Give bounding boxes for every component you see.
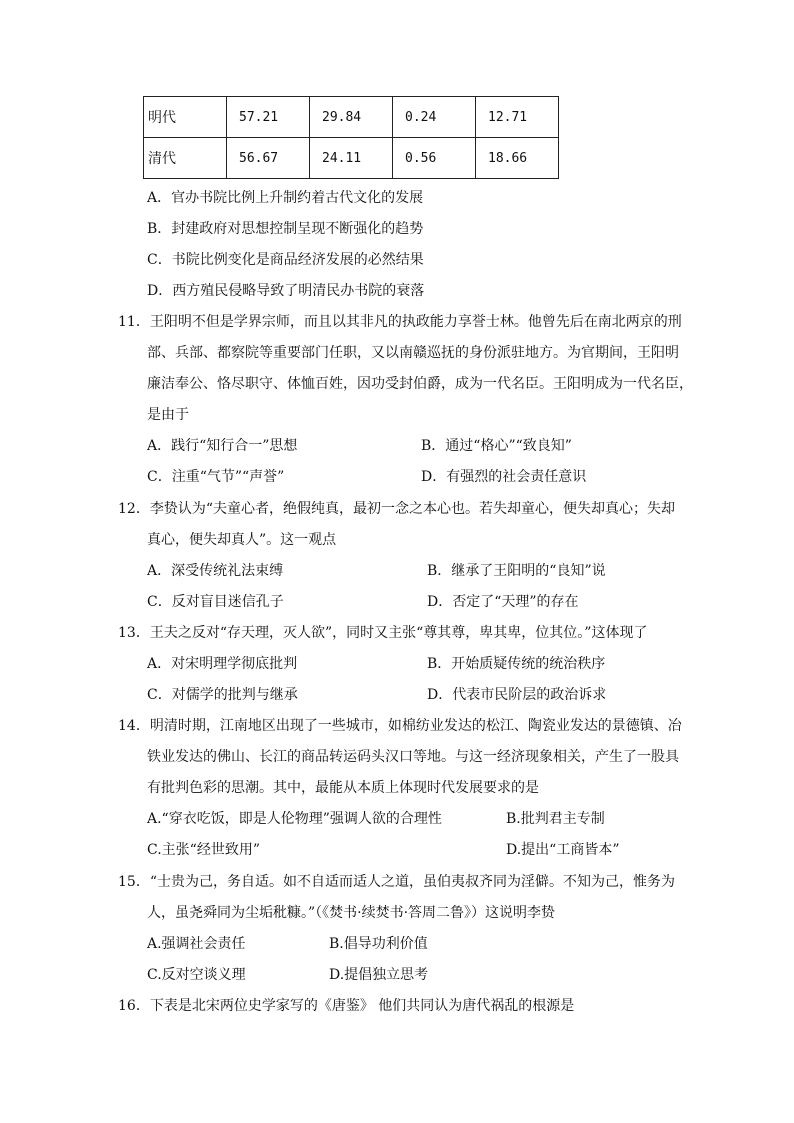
q13-stem-line-1: 13．王夫之反对“存天理，灭人欲”，同时又主张“尊其尊，卑其卑，位其位。”这体现了 (118, 625, 648, 641)
q12-option-b: B．继承了王阳明的“良知”说 (427, 563, 606, 579)
table-cell: 明代 (144, 97, 227, 138)
q15-option-d: D.提倡独立思考 (329, 967, 429, 983)
q14-stem-line-1: 14．明清时期，江南地区出现了一些城市，如棉纺业发达的松江、陶瓷业发达的景德镇、冶 (118, 718, 682, 734)
table-cell: 18.66 (476, 138, 559, 179)
table-cell: 清代 (144, 138, 227, 179)
table-cell: 0.56 (393, 138, 476, 179)
q11-stem-line-2: 部、兵部、都察院等重要部门任职，又以南赣巡抚的身份派驻地方。为官期间，王阳明 (147, 345, 679, 361)
q10-option-a: A．官办书院比例上升制约着古代文化的发展 (147, 190, 424, 206)
q12-option-a: A．深受传统礼法束缚 (147, 563, 284, 579)
table-cell: 29.84 (310, 97, 393, 138)
table-cell: 57.21 (227, 97, 310, 138)
table-cell: 24.11 (310, 138, 393, 179)
q11-stem-line-1: 11．王阳明不但是学界宗师，而且以其非凡的执政能力享誉士林。他曾先后在南北两京的刑 (118, 314, 682, 330)
q11-option-a: A．践行“知行合一”思想 (147, 438, 298, 454)
q11-option-d: D．有强烈的社会责任意识 (421, 469, 587, 485)
q11-stem-line-3: 廉洁奉公、恪尽职守、体恤百姓，因功受封伯爵，成为一代名臣。王阳明成为一代名臣， (147, 376, 693, 392)
q12-option-c: C．反对盲目迷信孔子 (147, 594, 284, 610)
table-cell: 56.67 (227, 138, 310, 179)
q14-stem-line-2: 铁业发达的佛山、长江的商品转运码头汉口等地。与这一经济现象相关，产生了一股具 (147, 749, 679, 765)
q15-option-b: B.倡导功利价值 (329, 936, 428, 952)
q16-stem-line-1: 16．下表是北宋两位史学家写的《唐鉴》 他们共同认为唐代祸乱的根源是 (118, 998, 575, 1014)
data-table (143, 96, 559, 179)
q11-option-b: B．通过“格心”“致良知” (421, 438, 572, 454)
q12-stem-line-1: 12．李贽认为“夫童心者，绝假纯真，最初一念之本心也。若失却童心，便失却真心；失却 (118, 501, 675, 517)
q10-option-d: D．西方殖民侵略导致了明清民办书院的衰落 (147, 283, 425, 299)
q15-stem-line-1: 15．“士贵为己，务自适。如不自适而适人之道，虽伯夷叔齐同为淫僻。不知为己，惟务为 (118, 874, 675, 890)
q10-option-b: B．封建政府对思想控制呈现不断强化的趋势 (147, 221, 424, 237)
q15-option-a: A.强调社会责任 (147, 936, 246, 952)
q14-stem-line-3: 有批判色彩的思潮。其中，最能从本质上体现时代发展要求的是 (147, 780, 539, 796)
q13-option-a: A．对宋明理学彻底批判 (147, 656, 298, 672)
table-row (144, 138, 559, 179)
q12-stem-line-2: 真心，便失却真人”。这一观点 (147, 532, 337, 548)
q11-option-c: C．注重“气节”“声誉” (147, 469, 285, 485)
q15-option-c: C.反对空谈义理 (147, 967, 246, 983)
q14-option-b: B.批判君主专制 (506, 811, 605, 827)
q13-option-b: B．开始质疑传统的统治秩序 (427, 656, 606, 672)
q13-option-c: C．对儒学的批判与继承 (147, 687, 298, 703)
table-cell: 12.71 (476, 97, 559, 138)
q14-option-a: A.“穿衣吃饭，即是人伦物理”强调人欲的合理性 (147, 811, 442, 827)
q12-option-d: D．否定了“天理”的存在 (427, 594, 579, 610)
q15-stem-line-2: 人，虽尧舜同为尘垢秕糠。”（《焚书·续焚书·答周二鲁》）这说明李贽 (147, 905, 556, 921)
table-cell: 0.24 (393, 97, 476, 138)
q10-option-c: C．书院比例变化是商品经济发展的必然结果 (147, 252, 424, 268)
q11-stem-line-4: 是由于 (147, 407, 189, 423)
table-row (144, 97, 559, 138)
q14-option-d: D.提出“工商皆本” (506, 842, 620, 858)
q13-option-d: D．代表市民阶层的政治诉求 (427, 687, 607, 703)
q14-option-c: C.主张“经世致用” (147, 842, 260, 858)
